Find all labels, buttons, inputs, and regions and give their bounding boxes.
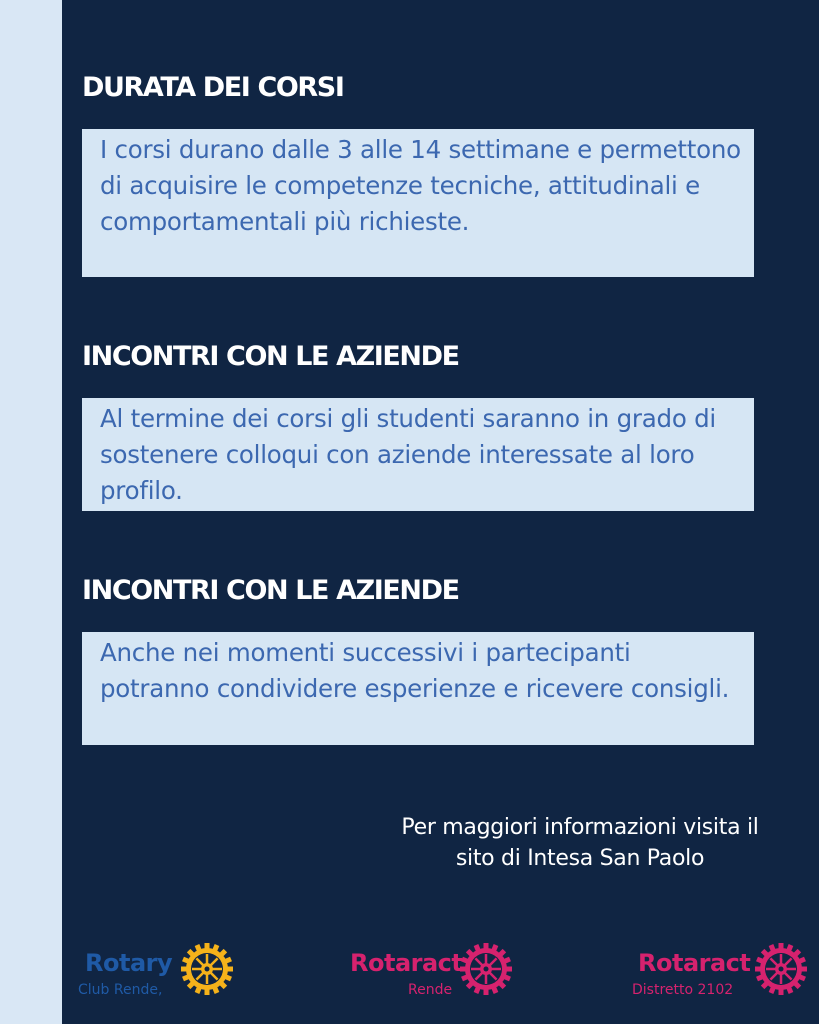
logo-rotaract-distretto-subtitle: Distretto 2102 — [632, 982, 734, 998]
rotaract-wheel-icon — [754, 942, 808, 996]
logo-rotary-club-rende — [76, 942, 241, 1002]
logo-rotary-subtitle: Club Rende, — [78, 982, 163, 998]
logo-rotaract-rende-name: Rotaract — [350, 949, 463, 977]
rotary-wheel-icon — [180, 942, 234, 996]
rotaract-wheel-icon — [459, 942, 513, 996]
logo-rotaract-rende-subtitle: Rende — [408, 982, 453, 998]
left-accent-stripe — [0, 0, 62, 1024]
section-title-companies-2: INCONTRI CON LE AZIENDE — [82, 575, 459, 606]
logo-rotaract-rende — [350, 942, 516, 1002]
section-body-companies: Al termine dei corsi gli studenti saranno in grado di sostenere colloqui con aziende interessate al loro profilo. — [100, 404, 716, 505]
logo-rotary-name: Rotary — [85, 949, 173, 977]
section-body-duration: I corsi durano dalle 3 alle 14 settimane e permettono di acquisire le competenze tecniche, attitudinali e comportamentali più richieste. — [100, 135, 741, 236]
info-line-2: sito di Intesa San Paolo — [455, 846, 705, 871]
section-body-followup: Anche nei momenti successivi i partecipanti potranno condividere esperienze e ricevere consigli. — [100, 638, 730, 703]
section-title-duration: DURATA DEI CORSI — [82, 72, 344, 103]
info-line-1: Per maggiori informazioni visita il — [401, 815, 759, 840]
logo-rotaract-distretto — [632, 942, 810, 1002]
text-box-duration — [82, 129, 754, 277]
section-title-companies: INCONTRI CON LE AZIENDE — [82, 341, 459, 372]
logo-rotaract-distretto-name: Rotaract — [638, 949, 751, 977]
text-box-followup — [82, 632, 754, 745]
text-box-companies — [82, 398, 754, 511]
